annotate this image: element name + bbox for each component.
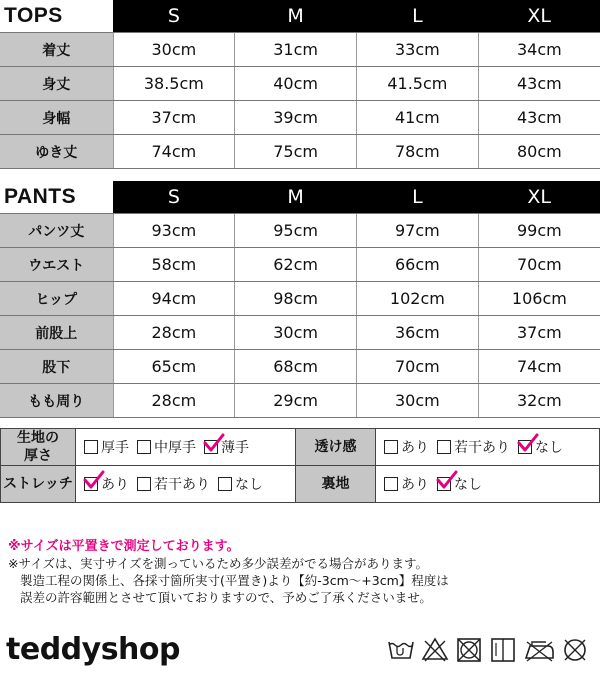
- measurement-cell: 43cm: [478, 101, 600, 135]
- checkbox-option: [204, 437, 249, 457]
- checkbox-icon: [84, 440, 98, 454]
- checkbox-icon: [384, 440, 398, 454]
- row-label: 着丈: [0, 33, 113, 67]
- measurement-cell: 70cm: [357, 350, 479, 384]
- measurement-cell: 65cm: [113, 350, 235, 384]
- measurement-cell: 74cm: [113, 135, 235, 169]
- row-label: ヒップ: [0, 282, 113, 316]
- iron-icon: [522, 634, 556, 664]
- care-label-icons: [386, 634, 590, 664]
- checkbox-icon: [218, 477, 232, 491]
- option-label: 若干あり: [454, 439, 510, 456]
- measurement-cell: 41.5cm: [357, 67, 479, 101]
- size-header: XL: [478, 181, 600, 214]
- note-tolerance-line3: 誤差の許容範囲とさせて頂いておりますので、予めご了承くださいませ。: [20, 590, 432, 605]
- size-header: M: [235, 181, 357, 214]
- checkbox-option: [137, 474, 210, 494]
- measurement-cell: 28cm: [113, 316, 235, 350]
- measurement-cell: 29cm: [235, 384, 357, 418]
- measurement-cell: 28cm: [113, 384, 235, 418]
- thickness-label-line1: 生地の: [17, 430, 59, 446]
- measurement-cell: 106cm: [478, 282, 600, 316]
- row-label: もも周り: [0, 384, 113, 418]
- note-tolerance-line2: 製造工程の関係上、各採寸箇所実寸(平置き)より【約-3cm〜+3cm】程度は: [20, 573, 449, 588]
- measurement-cell: 66cm: [357, 248, 479, 282]
- pants-size-table: [0, 181, 600, 418]
- row-label: 股下: [0, 350, 113, 384]
- table-row: [0, 135, 600, 169]
- measurement-cell: 95cm: [235, 214, 357, 248]
- tops-title: TOPS: [0, 0, 113, 33]
- table-row: [0, 33, 600, 67]
- table-row: [0, 248, 600, 282]
- checkbox-option: [218, 474, 263, 494]
- measurement-cell: 80cm: [478, 135, 600, 169]
- measurement-cell: 97cm: [357, 214, 479, 248]
- measurement-cell: 30cm: [235, 316, 357, 350]
- stretch-label: ストレッチ: [1, 466, 76, 503]
- row-label: ゆき丈: [0, 135, 113, 169]
- checked-box-icon: [84, 477, 98, 491]
- size-header: L: [357, 0, 479, 33]
- measurement-cell: 41cm: [357, 101, 479, 135]
- table-row: [0, 282, 600, 316]
- table-row: [0, 101, 600, 135]
- row-label: 身丈: [0, 67, 113, 101]
- checked-box-icon: [518, 440, 532, 454]
- sheer-options: [376, 429, 600, 466]
- option-label: 薄手: [221, 439, 249, 456]
- measurement-cell: 102cm: [357, 282, 479, 316]
- no-bleach-icon: [420, 634, 450, 664]
- size-notes: [8, 538, 598, 606]
- checked-box-icon: [204, 440, 218, 454]
- row-label: ウエスト: [0, 248, 113, 282]
- note-tolerance: [8, 555, 598, 606]
- checkbox-icon: [137, 440, 151, 454]
- measurement-cell: 99cm: [478, 214, 600, 248]
- size-header: M: [235, 0, 357, 33]
- brand-logo: teddyshop: [6, 632, 180, 667]
- fabric-properties-table: [0, 428, 600, 503]
- checkbox-option: [437, 474, 482, 494]
- checkbox-icon: [384, 477, 398, 491]
- tops-size-table: [0, 0, 600, 169]
- measurement-cell: 70cm: [478, 248, 600, 282]
- option-label: なし: [235, 476, 263, 493]
- measurement-cell: 58cm: [113, 248, 235, 282]
- measurement-cell: 37cm: [113, 101, 235, 135]
- thickness-label: [1, 429, 76, 466]
- measurement-cell: 31cm: [235, 33, 357, 67]
- size-header: S: [113, 0, 235, 33]
- row-label: パンツ丈: [0, 214, 113, 248]
- table-row: [0, 316, 600, 350]
- measurement-cell: 74cm: [478, 350, 600, 384]
- option-label: 中厚手: [154, 439, 196, 456]
- measurement-cell: 98cm: [235, 282, 357, 316]
- measurement-cell: 75cm: [235, 135, 357, 169]
- option-label: あり: [101, 476, 129, 493]
- checkbox-option: [84, 437, 129, 457]
- measurement-cell: 38.5cm: [113, 67, 235, 101]
- option-label: 若干あり: [154, 476, 210, 493]
- pants-title: PANTS: [0, 181, 113, 214]
- measurement-cell: 93cm: [113, 214, 235, 248]
- measurement-cell: 30cm: [357, 384, 479, 418]
- note-tolerance-line1: ※サイズは、実寸サイズを測っているため多少誤差がでる場合があります。: [8, 556, 428, 571]
- row-label: 前股上: [0, 316, 113, 350]
- measurement-cell: 43cm: [478, 67, 600, 101]
- row-label: 身幅: [0, 101, 113, 135]
- option-label: 厚手: [101, 439, 129, 456]
- measurement-cell: 37cm: [478, 316, 600, 350]
- measurement-cell: 40cm: [235, 67, 357, 101]
- option-label: あり: [401, 476, 429, 493]
- checkbox-option: [84, 474, 129, 494]
- size-header: S: [113, 181, 235, 214]
- option-label: なし: [454, 476, 482, 493]
- no-dry-clean-icon: [560, 634, 590, 664]
- table-row: [0, 67, 600, 101]
- measurement-cell: 32cm: [478, 384, 600, 418]
- sheer-label: 透け感: [296, 429, 376, 466]
- table-row: [0, 214, 600, 248]
- thickness-label-line2: 厚さ: [24, 448, 52, 464]
- measurement-cell: 94cm: [113, 282, 235, 316]
- checkbox-option: [518, 437, 563, 457]
- checkbox-option: [384, 474, 429, 494]
- checkbox-option: [437, 437, 510, 457]
- table-row: [0, 384, 600, 418]
- measurement-cell: 78cm: [357, 135, 479, 169]
- line-dry-icon: [488, 634, 518, 664]
- lining-label: 裏地: [296, 466, 376, 503]
- measurement-cell: 39cm: [235, 101, 357, 135]
- size-header: XL: [478, 0, 600, 33]
- measurement-cell: 34cm: [478, 33, 600, 67]
- measurement-cell: 68cm: [235, 350, 357, 384]
- stretch-options: [76, 466, 296, 503]
- no-tumble-dry-icon: [454, 634, 484, 664]
- measurement-cell: 30cm: [113, 33, 235, 67]
- measurement-cell: 36cm: [357, 316, 479, 350]
- note-flat-measure: ※サイズは平置きで測定しております。: [8, 539, 240, 554]
- measurement-cell: 33cm: [357, 33, 479, 67]
- checkbox-option: [137, 437, 196, 457]
- measurement-cell: 62cm: [235, 248, 357, 282]
- checked-box-icon: [437, 477, 451, 491]
- checkbox-icon: [137, 477, 151, 491]
- wash-basin-icon: [386, 634, 416, 664]
- size-header: L: [357, 181, 479, 214]
- thickness-options: [76, 429, 296, 466]
- table-row: [0, 350, 600, 384]
- option-label: なし: [535, 439, 563, 456]
- lining-options: [376, 466, 600, 503]
- checkbox-icon: [437, 440, 451, 454]
- checkbox-option: [384, 437, 429, 457]
- option-label: あり: [401, 439, 429, 456]
